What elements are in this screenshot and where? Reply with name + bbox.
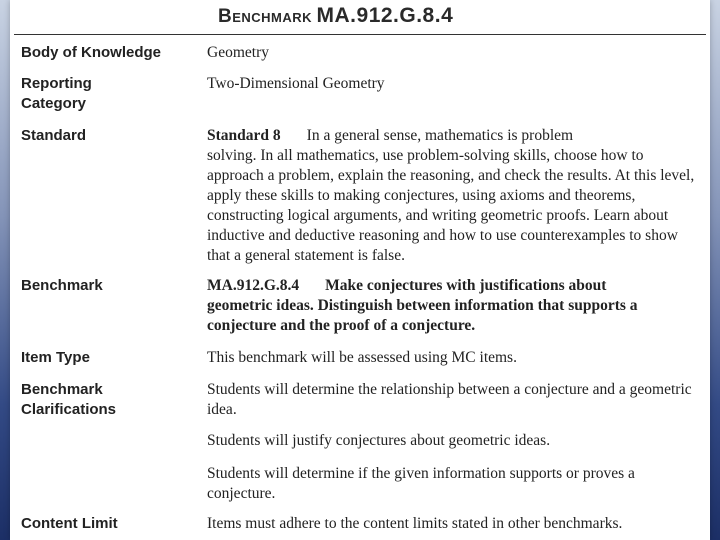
reporting-category-value: Two-Dimensional Geometry [207,75,385,92]
standard-text-first: In a general sense, mathematics is problem [306,127,574,144]
benchmark-value [207,276,704,336]
standard-number: Standard 8 [207,127,281,144]
standard-label: Standard [21,127,87,144]
title-word: Benchmark [218,6,313,27]
standard-value [207,126,704,266]
body-of-knowledge-label: Body of Knowledge [21,44,161,61]
clarification-item: Students will determine if the given information supports or proves a conjecture. [207,465,635,502]
benchmark-clarifications-label: Benchmark Clarifications [21,381,117,418]
title-divider [14,34,706,35]
content-limit-label: Content Limit [21,515,118,532]
reporting-category-label: Reporting Category [21,75,92,112]
clarification-item: Students will determine the relationship between a conjecture and a geometric idea. [207,381,692,418]
title-code: MA.912.G.8.4 [316,4,454,27]
benchmark-label: Benchmark [21,277,103,294]
benchmark-text-first: Make conjectures with justifications about [325,277,607,294]
benchmark-code: MA.912.G.8.4 [207,277,300,294]
clarification-item: Students will justify conjectures about geometric ideas. [207,432,551,449]
benchmark-text-rest: geometric ideas. Distinguish between information that supports a conjecture and the proof of a conjecture. [207,297,638,334]
standard-text-rest: solving. In all mathematics, use problem-solving skills, choose how to approach a problem, explain the reasoning, and check the results. At this level, apply these skills to making conjectures, using axioms and theorems, constructing logical arguments, and writing geometric proofs. Learn about inductive and deductive reasoning and how to use counterexamples to show that a general statement is false. [207,147,695,264]
document-title [218,4,453,32]
benchmark-first-line [207,276,704,296]
item-type-value: This benchmark will be assessed using MC items. [207,349,517,366]
item-type-label: Item Type [21,349,90,366]
body-of-knowledge-value: Geometry [207,44,269,61]
content-limit-value: Items must adhere to the content limits stated in other benchmarks. [207,515,623,532]
standard-first-line [207,126,704,146]
benchmark-document [10,0,710,540]
